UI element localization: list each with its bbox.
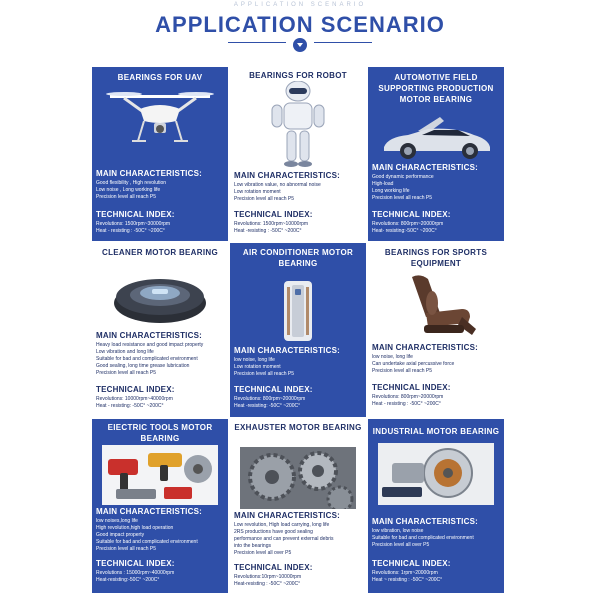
characteristic-line: Low rotation moment xyxy=(234,189,281,195)
characteristic-line: Long working life xyxy=(372,188,410,194)
card-title: INDUSTRIAL MOTOR BEARING xyxy=(372,427,500,436)
index-line: Revolutions: 800rpm~20000rpm xyxy=(234,396,306,402)
robot-icon xyxy=(240,81,356,169)
card-sports-equipment xyxy=(368,243,504,417)
characteristic-line: Precision level all reach P5 xyxy=(234,196,295,202)
characteristic-line: Precision level all reach P5 xyxy=(234,371,295,377)
technical-index-heading: TECHNICAL INDEX: xyxy=(372,383,451,392)
characteristics-heading: MAIN CHARACTERISTICS: xyxy=(96,507,202,516)
index-line: Revolutions : 15000rpm~40000rpm xyxy=(96,570,175,576)
page-header xyxy=(0,0,600,62)
technical-index-heading: TECHNICAL INDEX: xyxy=(372,559,451,568)
characteristic-line: High-load xyxy=(372,181,394,187)
car-icon xyxy=(378,117,494,161)
card-electric-tools xyxy=(92,419,228,593)
characteristic-line: low noises,long life xyxy=(96,518,138,524)
characteristic-line: Heavy load resistance and good impact property xyxy=(96,342,204,348)
index-line: Revolutions:10rpm~10000rpm xyxy=(234,574,302,580)
characteristic-line: Suitable for bad and complicated environment xyxy=(96,356,198,362)
characteristic-line: Precision level all over P5 xyxy=(372,542,430,548)
card-automotive xyxy=(368,67,504,241)
characteristic-line: low noise, long life xyxy=(234,357,275,363)
index-line: Revolutions: 800rpm~20000rpm xyxy=(372,394,444,400)
gears-icon xyxy=(240,447,356,509)
characteristic-line: Good impact property xyxy=(96,532,145,538)
characteristic-line: Low noise , Long working life xyxy=(96,187,161,193)
characteristic-line: Good dynamic performance xyxy=(372,174,434,180)
characteristic-line: Precision level all reach P5 xyxy=(372,195,433,201)
characteristic-line: performance and can prevent external debris xyxy=(234,536,334,542)
index-line: Heat - resisting: -50C° ~200C° xyxy=(96,403,164,409)
ornament-line-left xyxy=(228,42,286,43)
index-line: Revolutions: 1500rpm~30000rpm xyxy=(96,221,171,227)
technical-index-heading: TECHNICAL INDEX: xyxy=(372,210,451,219)
card-uav xyxy=(92,67,228,241)
index-line: Heat-resisting:-50C° ~200C° xyxy=(96,577,160,583)
characteristic-line: Low vibration and long life xyxy=(96,349,154,355)
characteristic-line: low noise, long life xyxy=(372,354,413,360)
index-line: Heat-resisting : -50C° ~200C° xyxy=(234,581,301,587)
card-title: EIECTRIC TOOLS MOTOR BEARING xyxy=(107,423,213,443)
characteristic-line: Low vibration value, no abnormal noise xyxy=(234,182,321,188)
index-line: Revolutions: 10000rpm~40000rpm xyxy=(96,396,173,402)
characteristic-line: Suitable for bad and complicated environment xyxy=(372,535,474,541)
card-industrial xyxy=(368,419,504,593)
characteristic-line: 2RS productions have good sealing xyxy=(234,529,313,535)
card-title: CLEANER MOTOR BEARING xyxy=(102,248,218,257)
characteristic-line: Precision level all reach P5 xyxy=(372,368,433,374)
index-line: Heat -resisting : -50C° ~200C° xyxy=(234,228,302,234)
card-air-conditioner xyxy=(230,243,366,417)
characteristic-line: into the bearings xyxy=(234,543,271,549)
index-line: Revolutions: 800rpm~20000rpm xyxy=(372,221,444,227)
card-title: AIR CONDITIONER MOTOR BEARING xyxy=(242,248,354,268)
technical-index-heading: TECHNICAL INDEX: xyxy=(96,210,175,219)
characteristics-heading: MAIN CHARACTERISTICS: xyxy=(234,346,340,355)
power-tools-icon xyxy=(102,445,218,505)
technical-index-heading: TECHNICAL INDEX: xyxy=(234,210,313,219)
characteristics-heading: MAIN CHARACTERISTICS: xyxy=(96,331,202,340)
card-title: BEARINGS FOR UAV xyxy=(117,73,203,82)
characteristic-line: Good sealing, long time grease lubrication xyxy=(96,363,190,369)
index-line: Heat -resisting: -50C° ~200C° xyxy=(234,403,301,409)
robot-vacuum-icon xyxy=(102,267,218,329)
technical-index-heading: TECHNICAL INDEX: xyxy=(96,559,175,568)
card-title: AUTOMOTIVE FIELD SUPPORTING PRODUCTION MOTOR BEARING xyxy=(378,73,494,104)
card-title: EXHAUSTER MOTOR BEARING xyxy=(234,423,362,432)
characteristics-heading: MAIN CHARACTERISTICS: xyxy=(96,169,202,178)
characteristic-line: Precision level all reach P5 xyxy=(96,194,157,200)
characteristic-line: Precision level all reach P5 xyxy=(96,546,157,552)
industrial-motor-icon xyxy=(378,443,494,505)
index-line: Revolutions: 1rpm~20000rpm xyxy=(372,570,438,576)
characteristic-line: low vibration, low noise xyxy=(372,528,424,534)
characteristic-line: Precision level all reach P5 xyxy=(96,370,157,376)
chevron-down-icon xyxy=(293,38,307,52)
drone-icon xyxy=(102,85,218,149)
card-robot xyxy=(230,67,366,241)
index-line: Revolutions: 1500rpm~10000rpm xyxy=(234,221,309,227)
page-title: APPLICATION SCENARIO xyxy=(155,12,445,37)
characteristic-line: Suitable for bad and complicated environment xyxy=(96,539,198,545)
characteristic-line: Precision level all over P5 xyxy=(234,550,292,556)
characteristic-line: High revolution,high load operation xyxy=(96,525,174,531)
card-cleaner xyxy=(92,243,228,417)
technical-index-heading: TECHNICAL INDEX: xyxy=(96,385,175,394)
characteristics-heading: MAIN CHARACTERISTICS: xyxy=(372,163,478,172)
index-line: Heat - resisting : -50C° ~200C° xyxy=(372,401,441,407)
card-title: BEARINGS FOR SPORTS EQUIPMENT xyxy=(384,248,488,268)
card-title: BEARINGS FOR ROBOT xyxy=(249,71,347,80)
characteristics-heading: MAIN CHARACTERISTICS: xyxy=(234,171,340,180)
characteristic-line: Can undertake axial percussive force xyxy=(372,361,455,367)
header-supertitle: APPLICATION SCENARIO xyxy=(233,2,367,8)
characteristic-line: Low revolution, High load carrying, long life xyxy=(234,522,330,528)
ornament-line-right xyxy=(314,42,372,43)
technical-index-heading: TECHNICAL INDEX: xyxy=(234,385,313,394)
index-line: Heat - resisting : -50C° ~200C° xyxy=(96,228,165,234)
characteristics-heading: MAIN CHARACTERISTICS: xyxy=(234,511,340,520)
air-conditioner-icon xyxy=(240,279,356,343)
index-line: Heat ~ resisting : -50C° ~200C° xyxy=(372,577,443,583)
index-line: Heat- resisting:-50C° ~200C° xyxy=(372,228,437,234)
characteristic-line: Low rotation moment xyxy=(234,364,281,370)
characteristics-heading: MAIN CHARACTERISTICS: xyxy=(372,517,478,526)
massage-chair-icon xyxy=(378,273,494,339)
characteristics-heading: MAIN CHARACTERISTICS: xyxy=(372,343,478,352)
characteristic-line: Good flexibility , High revolution xyxy=(96,180,167,186)
card-exhauster xyxy=(230,419,366,593)
technical-index-heading: TECHNICAL INDEX: xyxy=(234,563,313,572)
